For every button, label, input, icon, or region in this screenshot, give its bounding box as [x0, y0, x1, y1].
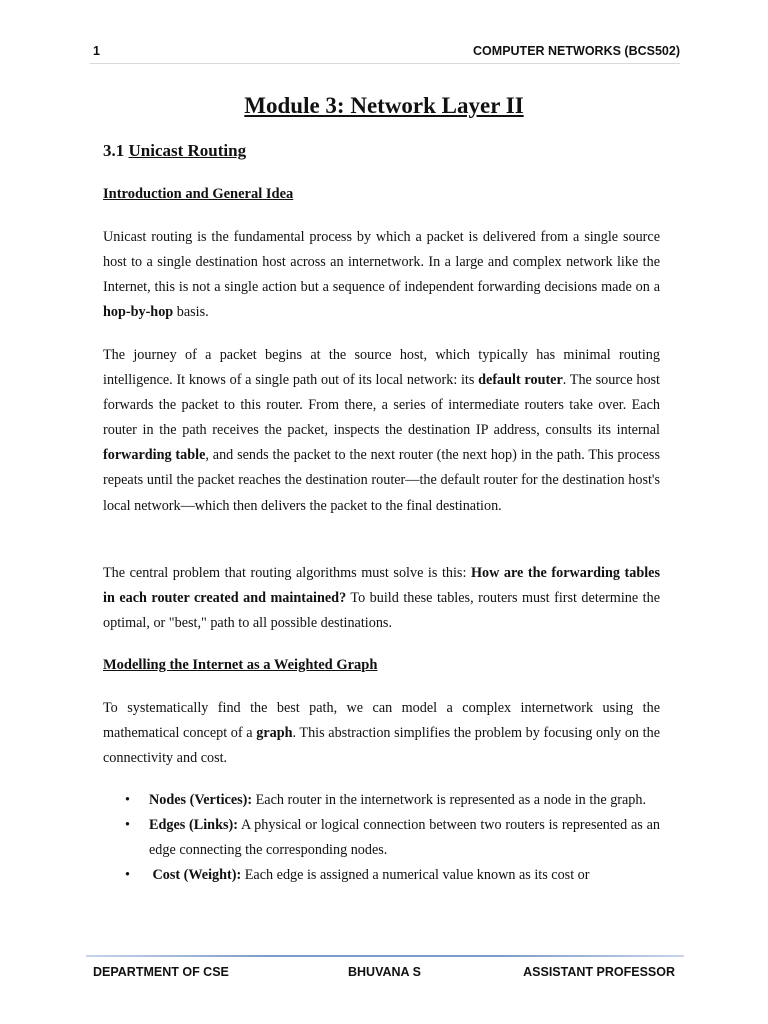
- text-run: The central problem that routing algorithms must solve is this:: [103, 565, 471, 581]
- bullet-text: Each edge is assigned a numerical value known as its cost or: [241, 867, 590, 884]
- text-run: . The source host forwards the packet to this router. From there, a series of intermediate routers take over. Each router in the path receives the packet, inspects the destination IP address, consults its internal: [103, 372, 660, 439]
- intro-heading: Introduction and General Idea: [103, 186, 294, 202]
- text-run: , and sends the packet to the next router (the next hop) in the path. This process repeats until the packet reaches the destination router—the default router for the destination host's local network—which then delivers the packet to the final destination.: [103, 447, 660, 514]
- intro-paragraph-2: [103, 343, 660, 519]
- list-item: [103, 863, 660, 888]
- footer-divider: [86, 955, 684, 957]
- section-number: 3.1: [103, 141, 125, 160]
- bullet-marker: •: [125, 867, 130, 884]
- text-run: . This abstraction simplifies the problem by focusing only on the connectivity and cost.: [103, 725, 660, 767]
- text-run: basis.: [173, 304, 209, 321]
- page-number: 1: [93, 44, 100, 58]
- bullet-term: Nodes (Vertices):: [149, 792, 253, 808]
- graph-paragraph-1: [103, 696, 660, 771]
- text-run: To build these tables, routers must first determine the optimal, or "best," path to all possible destinations.: [103, 590, 660, 632]
- bold-term: forwarding table: [103, 447, 206, 464]
- text-run: To systematically find the best path, we can model a complex internetwork using the mathematical concept of a: [103, 700, 660, 742]
- graph-heading: Modelling the Internet as a Weighted Graph: [103, 657, 378, 673]
- bullet-text: A physical or logical connection between two routers is represented as an edge connecting the corresponding nodes.: [149, 817, 660, 859]
- bullet-text: Each router in the internetwork is represented as a node in the graph.: [252, 792, 647, 808]
- page-header: [90, 41, 680, 64]
- section-heading: [103, 141, 246, 161]
- footer-author: BHUVANA S: [348, 965, 421, 979]
- footer-department: DEPARTMENT OF CSE: [93, 965, 229, 979]
- bullet-marker: •: [125, 817, 130, 834]
- bold-term: hop-by-hop: [103, 304, 174, 321]
- intro-paragraph-3: [103, 561, 660, 636]
- list-item: [103, 813, 660, 863]
- text-run: The journey of a packet begins at the source host, which typically has minimal routing intelligence. It knows of a single path out of its local network: its: [103, 347, 660, 389]
- graph-bullet-list: [103, 788, 660, 888]
- intro-paragraph-1: [103, 225, 660, 325]
- text-run: Unicast routing is the fundamental process by which a packet is delivered from a single source host to a single destination host across an internetwork. In a large and complex network like the Internet, this is not a single action but a sequence of independent forwarding decisions made on a: [103, 229, 660, 296]
- bullet-term: Edges (Links):: [149, 817, 238, 834]
- bullet-term: Cost (Weight):: [152, 867, 242, 884]
- course-title: COMPUTER NETWORKS (BCS502): [473, 44, 680, 58]
- module-title: Module 3: Network Layer II: [244, 93, 524, 118]
- bold-term: How are the forwarding tables in each router created and maintained?: [103, 565, 660, 607]
- footer-designation: ASSISTANT PROFESSOR: [523, 965, 675, 979]
- bold-term: graph: [256, 725, 293, 742]
- list-item: [103, 788, 660, 813]
- bullet-marker: •: [125, 792, 130, 808]
- bold-term: default router: [478, 372, 563, 389]
- section-title: Unicast Routing: [128, 141, 247, 160]
